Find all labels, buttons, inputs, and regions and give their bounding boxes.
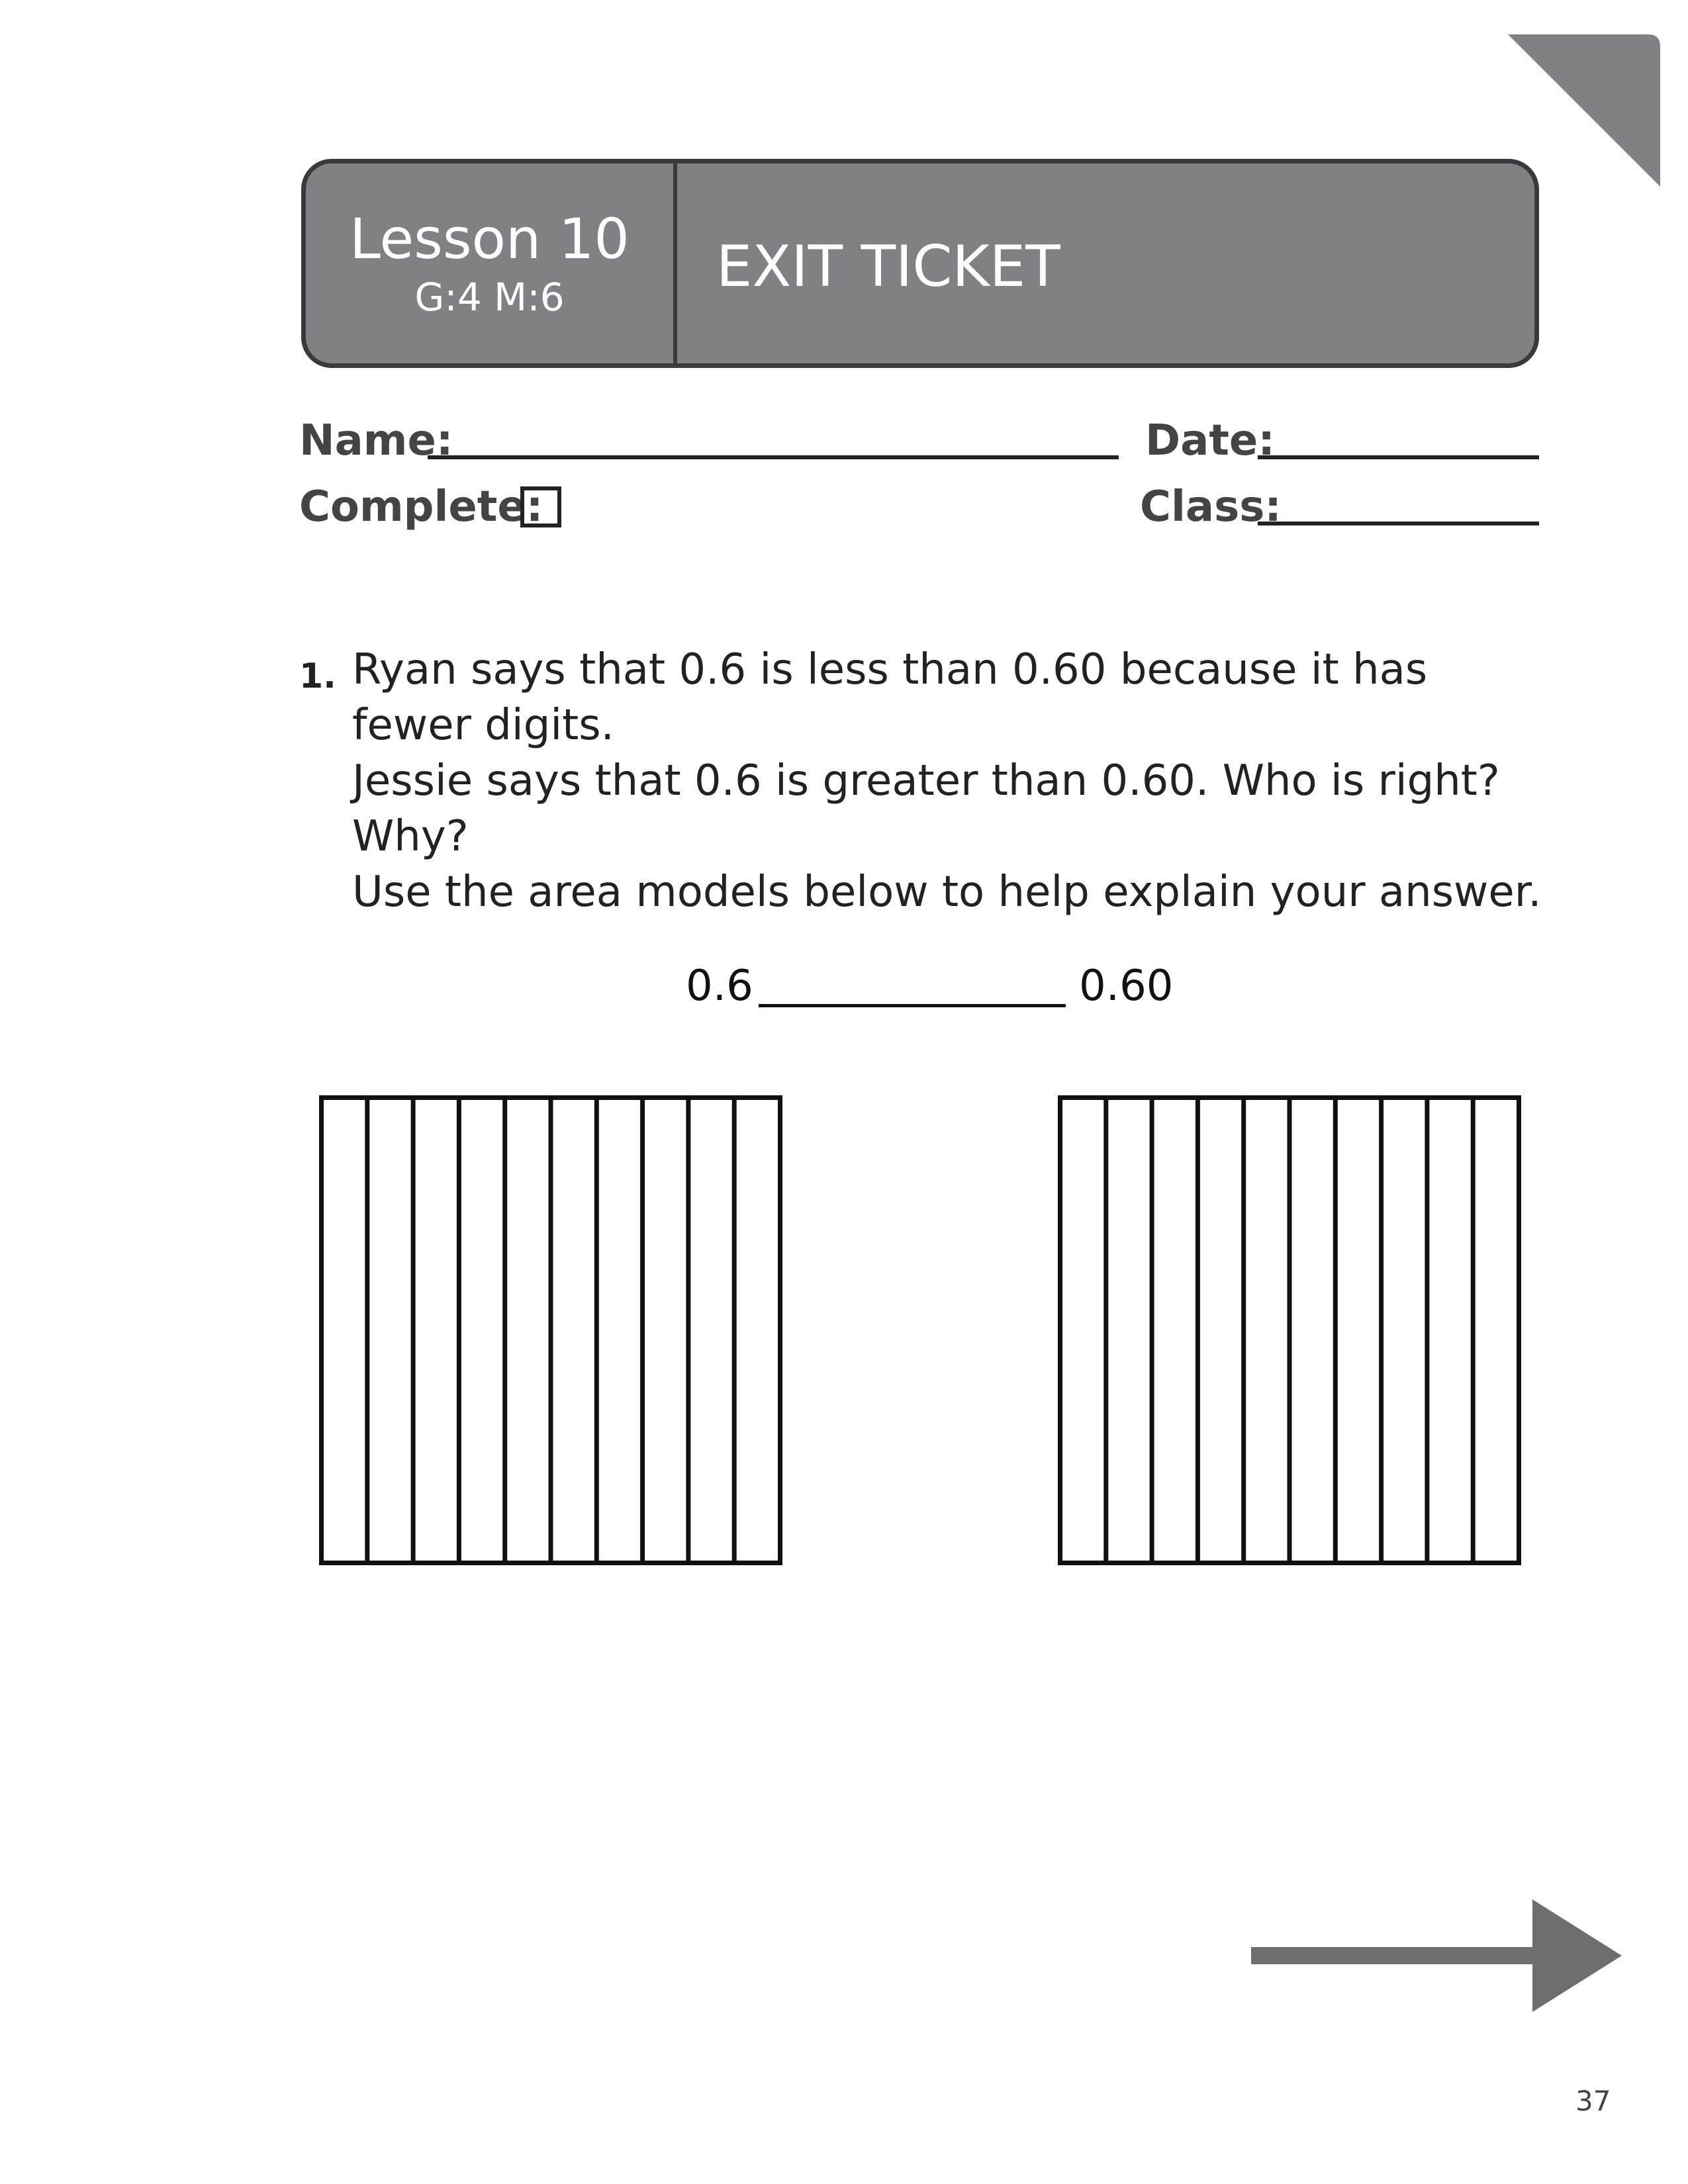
corner-tab-icon	[1508, 34, 1660, 187]
complete-label: Complete:	[299, 482, 543, 531]
date-label: Date:	[1145, 416, 1275, 465]
lesson-title: Lesson 10	[350, 206, 630, 271]
question-text	[352, 642, 1544, 920]
class-label: Class:	[1140, 482, 1282, 531]
name-label: Name:	[299, 416, 453, 465]
lesson-code: G:4 M:6	[414, 275, 565, 320]
question-line: Ryan says that 0.6 is less than 0.60 because it has fewer digits.	[352, 645, 1428, 750]
class-field[interactable]	[1258, 522, 1539, 525]
area-model-right[interactable]	[1058, 1095, 1521, 1565]
complete-checkbox[interactable]	[520, 486, 561, 527]
compare-right-value: 0.60	[1079, 962, 1174, 1011]
next-arrow-icon	[1251, 1899, 1622, 2012]
comparison-answer-blank[interactable]	[759, 1004, 1066, 1007]
lesson-block	[306, 163, 673, 363]
header-divider	[673, 163, 677, 363]
question-number: 1.	[299, 657, 336, 696]
page-title: EXIT TICKET	[716, 234, 1060, 300]
question-line: Use the area models below to help explain your answer.	[352, 868, 1542, 917]
name-field[interactable]	[428, 455, 1119, 459]
date-field[interactable]	[1258, 455, 1539, 459]
page-number: 37	[1575, 2085, 1611, 2117]
compare-left-value: 0.6	[686, 962, 753, 1011]
lesson-header	[301, 159, 1539, 368]
question-line: Jessie says that 0.6 is greater than 0.60. Who is right? Why?	[352, 756, 1500, 861]
area-model-left[interactable]	[319, 1095, 782, 1565]
